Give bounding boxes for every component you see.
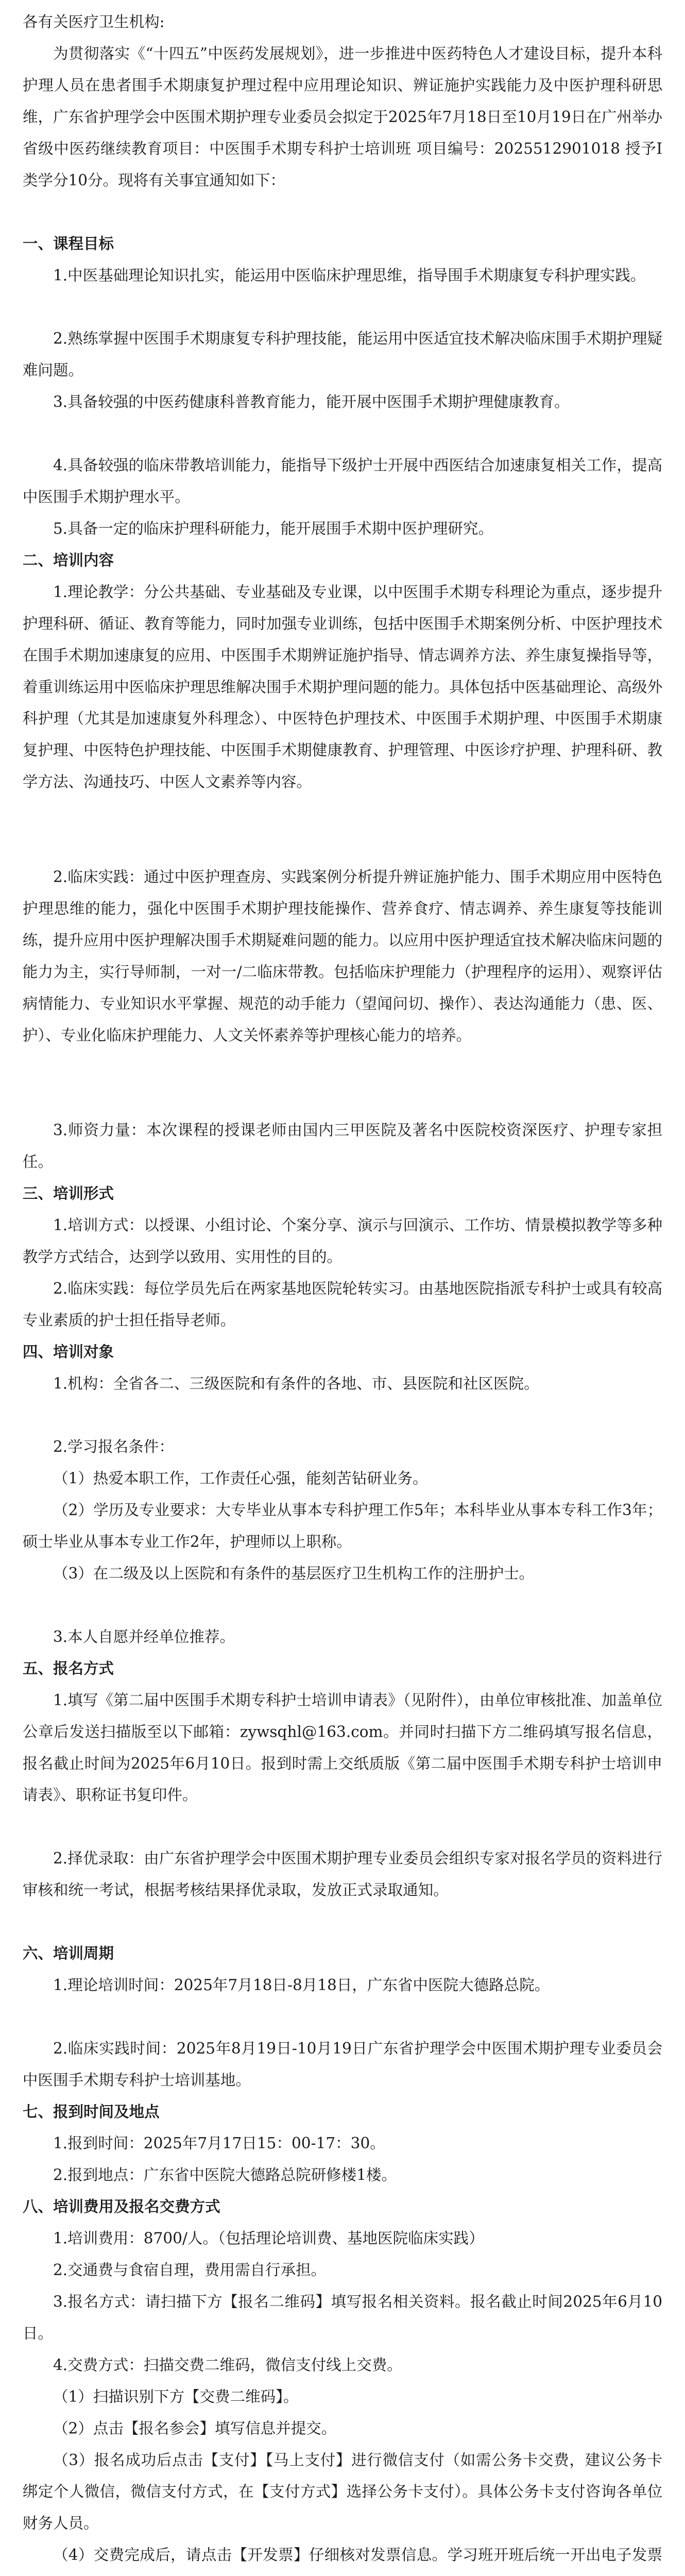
s8-item-2: 2.交通费与食宿自理，费用需自行承担。 <box>53 2261 327 2279</box>
s4-item-2: 2.学习报名条件： <box>53 1438 174 1456</box>
s3-item-2: 2.临床实践：每位学员先后在两家基地医院轮转实习。由基地医院指派专科护士或具有较高专业素质的护士担任指导老师。 <box>22 1279 663 1329</box>
s4-item-1: 1.机构：全省各二、三级医院和有条件的各地、市、县医院和社区医院。 <box>53 1375 539 1393</box>
section-3-title: 三、培训形式 <box>22 1184 114 1202</box>
s6-item-1: 1.理论培训时间：2025年7月18日-8月18日，广东省中医院大德路总院。 <box>53 1976 550 1994</box>
salutation: 各有关医疗卫生机构: <box>22 13 165 31</box>
s1-item-1: 1.中医基础理论知识扎实，能运用中医临床护理思维，指导围手术期康复专科护理实践。 <box>53 266 646 284</box>
s4-item-2-1: （1）热爱本职工作，工作责任心强，能刻苦钻研业务。 <box>53 1469 428 1487</box>
s1-item-2: 2.熟练掌握中医围手术期康复专科护理技能，能运用中医适宜技术解决临床围手术期护理疑难问题。 <box>22 330 663 379</box>
s8-item-4: 4.交费方式：扫描交费二维码，微信支付线上交费。 <box>53 2356 402 2374</box>
s4-item-2-3: （3）在二级及以上医院和有条件的基层医疗卫生机构工作的注册护士。 <box>53 1564 535 1583</box>
s3-item-1: 1.培训方式：以授课、小组讨论、个案分享、演示与回演示、工作坊、情景模拟教学等多种教学方式结合，达到学以致用、实用性的目的。 <box>22 1216 663 1266</box>
s1-item-3: 3.具备较强的中医药健康科普教育能力，能开展中医围手术期护理健康教育。 <box>53 393 570 411</box>
s5-item-2: 2.择优录取：由广东省护理学会中医围术期护理专业委员会组织专家对报名学员的资料进行审核和统一考试，根据考核结果择优录取，发放正式录取通知。 <box>22 1849 663 1899</box>
s8-item-4-3: （3）报名成功后点击【支付】【马上支付】进行微信支付（如需公务卡交费，建议公务卡绑定个人微信，微信支付方式，在【支付方式】选择公务卡支付）。具体公务卡支付咨询各单位财务人员。 <box>22 2451 663 2532</box>
section-1-title: 一、课程目标 <box>22 234 114 253</box>
s8-item-4-4: （4）交费完成后，请点击【开发票】仔细核对发票信息。学习班开班后统一开出电子发票 <box>53 2546 663 2564</box>
section-6-title: 六、培训周期 <box>22 1944 114 1962</box>
s4-item-2-2: （2）学历及专业要求：大专毕业从事本专科护理工作5年；本科毕业从事本专科工作3年；硕士毕业从事本专业工作2年，护理师以上职称。 <box>22 1501 663 1551</box>
s7-item-2: 2.报到地点：广东省中医院大德路总院研修楼1楼。 <box>53 2166 397 2184</box>
section-8-title: 八、培训费用及报名交费方式 <box>22 2198 220 2216</box>
s8-item-4-2: （2）点击【报名参会】填写信息并提交。 <box>53 2419 337 2437</box>
section-7-title: 七、报到时间及地点 <box>22 2103 160 2121</box>
s2-item-1: 1.理论教学：分公共基础、专业基础及专业课，以中医围手术期专科理论为重点，逐步提升护理科研、循证、教育等能力，同时加强专业训练，包括中医围手术期案例分析、中医护理技术在围手术期加速康复的应用、中医围手术期辨证施护指导、情志调养方法、养生康复操指导等，着重训练运用中医临床护理思维解决围手术期护理问题的能力。具体包括中医基础理论、高级外科护理（尤其是加速康复外科理念）、中医特色护理技术、中医围手术期护理、中医围手术期康复护理、中医特色护理技能、中医围手术期健康教育、护理管理、中医诊疗护理、护理科研、教学方法、沟通技巧、中医人文素养等内容。 <box>22 583 663 791</box>
s1-item-5: 5.具备一定的临床护理科研能力，能开展围手术期中医护理研究。 <box>53 519 494 538</box>
s1-item-4: 4.具备较强的临床带教培训能力，能指导下级护士开展中西医结合加速康复相关工作，提高中医围手术期护理水平。 <box>22 456 663 506</box>
section-4-title: 四、培训对象 <box>22 1343 114 1361</box>
s6-item-2: 2.临床实践时间：2025年8月19日-10月19日广东省护理学会中医围术期护理专业委员会中医围手术期专科护士培训基地。 <box>22 2039 663 2089</box>
section-2-title: 二、培训内容 <box>22 551 114 569</box>
s7-item-1: 1.报到时间：2025年7月17日15：00-17：30。 <box>53 2134 385 2153</box>
s8-item-4-1: （1）扫描识别下方【交费二维码】。 <box>53 2387 299 2406</box>
s2-item-3: 3.师资力量：本次课程的授课老师由国内三甲医院及著名中医院校资深医疗、护理专家担任。 <box>22 1121 663 1171</box>
s8-item-1: 1.培训费用：8700/人。（包括理论培训费、基地医院临床实践） <box>53 2229 484 2247</box>
s2-item-2: 2.临床实践：通过中医护理查房、实践案例分析提升辨证施护能力、围手术期应用中医特色护理思维的能力，强化中医围手术期护理技能操作、营养食疗、情志调养、养生康复等技能训练，提升应用中医护理解决围手术期疑难问题的能力。以应用中医护理适宜技术解决临床问题的能力为主，实行导师制，一对一/二临床带教。包括临床护理能力（护理程序的运用）、观察评估病情能力、专业知识水平掌握、规范的动手能力（望闻问切、操作）、表达沟通能力（患、医、护）、专业化临床护理能力、人文关怀素养等护理核心能力的培养。 <box>22 868 663 1044</box>
intro-paragraph: 为贯彻落实《“十四五”中医药发展规划》，进一步推进中医药特色人才建设目标，提升本科护理人员在患者围手术期康复护理过程中应用理论知识、辨证施护实践能力及中医护理科研思维，广东省护理学会中医围术期护理专业委员会拟定于2025年7月18日至10月19日在广州举办省级中医药继续教育项目：中医围手术期专科护士培训班 项目编号：2025512901018 授予Ⅰ类学分10分。现将有关事宜通知如下： <box>22 44 663 190</box>
s8-item-3: 3.报名方式：请扫描下方【报名二维码】填写报名相关资料。报名截止时间2025年6月10日。 <box>22 2293 663 2343</box>
section-5-title: 五、报名方式 <box>22 1659 114 1677</box>
s5-item-1: 1.填写《第二届中医围手术期专科护士培训申请表》（见附件），由单位审核批准、加盖单位公章后发送扫描版至以下邮箱：zywsqhl@163.com。并同时扫描下方二维码填写报名信息，报名截止时间为2025年6月10日。报到时需上交纸质版《第二届中医围手术期专科护士培训申请表》、职称证书复印件。 <box>22 1691 663 1804</box>
s4-item-3: 3.本人自愿并经单位推荐。 <box>53 1628 235 1646</box>
